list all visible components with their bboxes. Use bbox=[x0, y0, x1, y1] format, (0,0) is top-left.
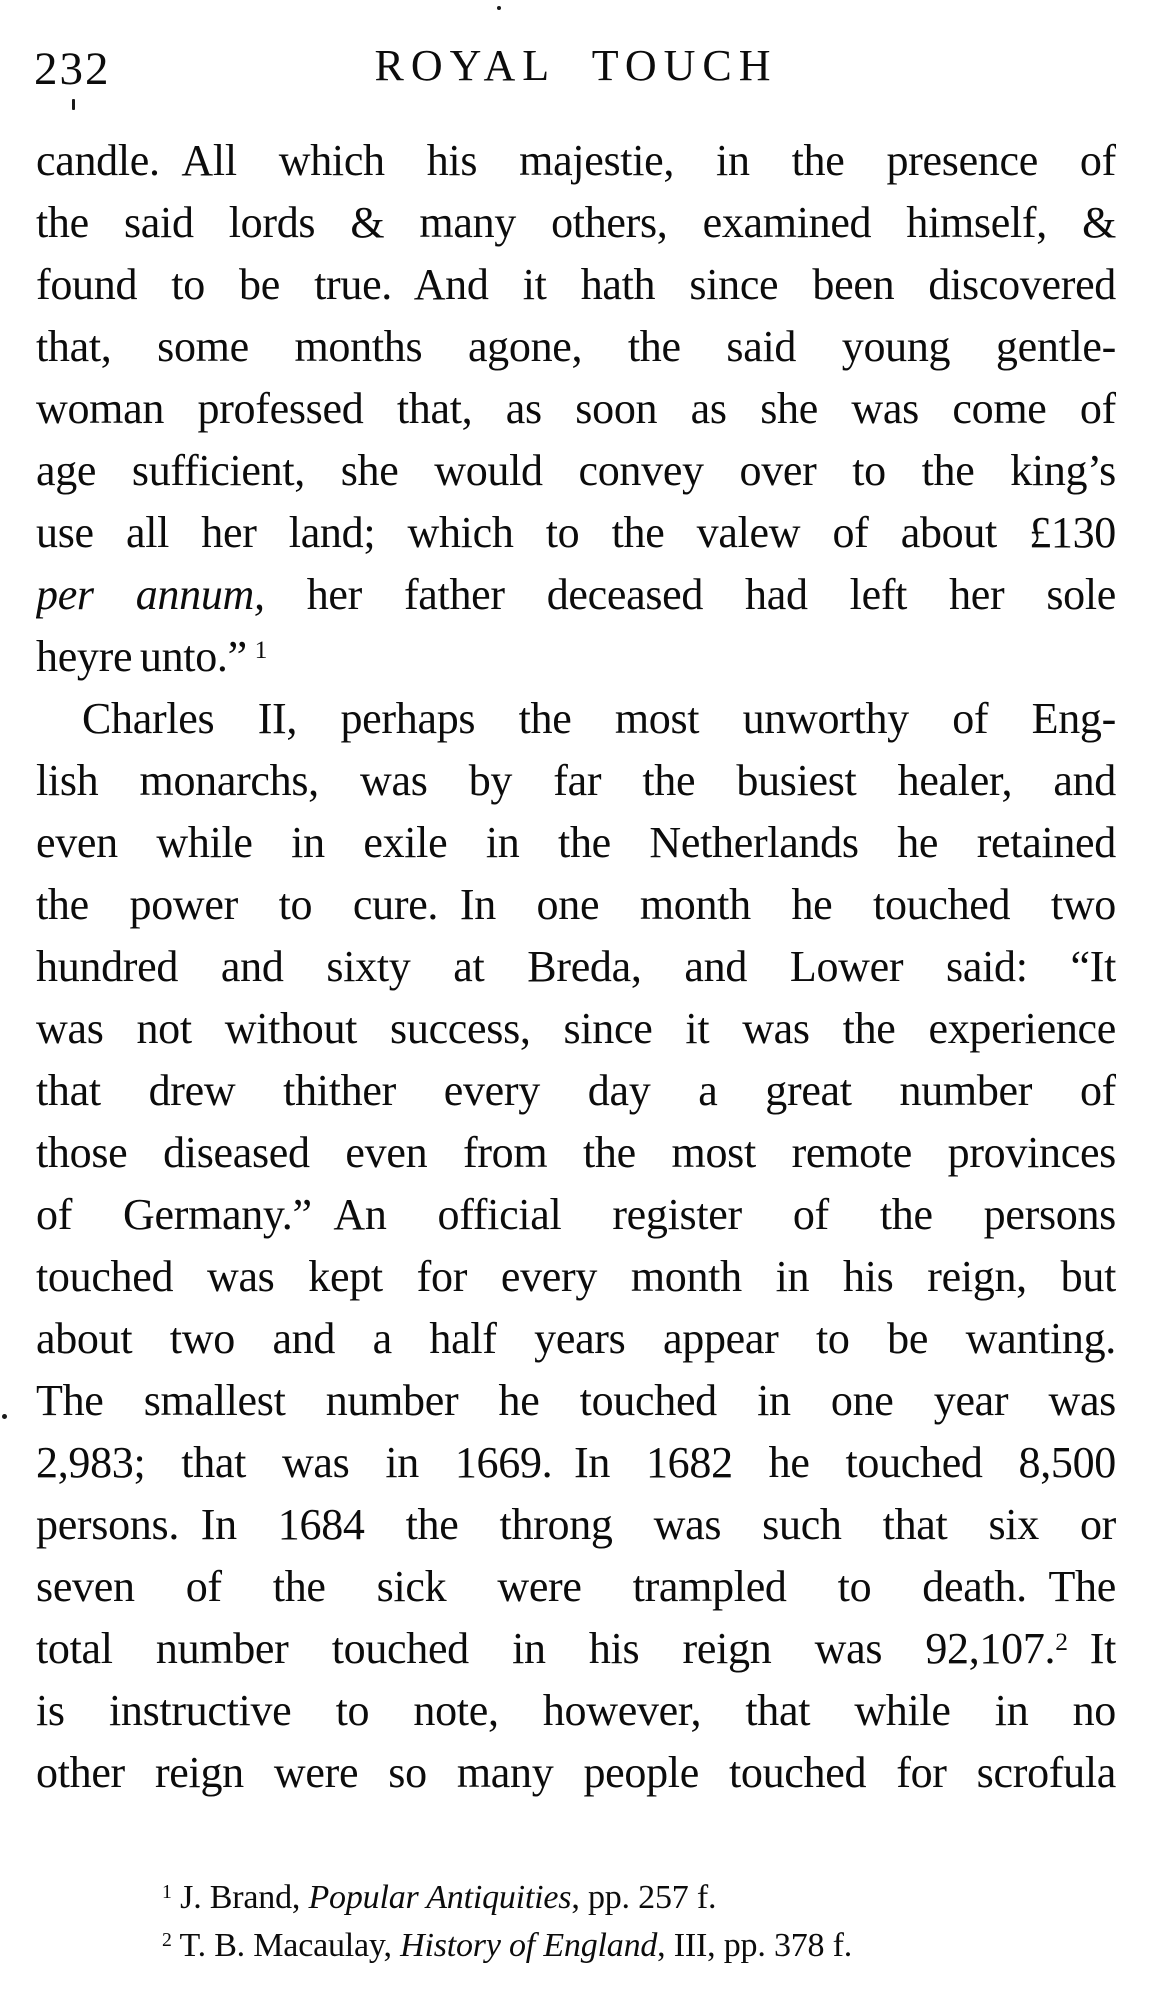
text-segment: persons. In 1684 the throng was such that six or bbox=[36, 1500, 1116, 1549]
text-segment: the said lords & many others, examined himself, & bbox=[36, 198, 1116, 247]
text-segment: , III, pp. 378 f. bbox=[657, 1927, 853, 1964]
text-line bbox=[36, 564, 1116, 626]
italic-text: Popular Antiquities bbox=[308, 1879, 572, 1916]
text-segment: was not without success, since it was the experience bbox=[36, 1004, 1116, 1053]
text-segment: that drew thither every day a great number of bbox=[36, 1066, 1116, 1115]
text-segment: The smallest number he touched in one year was bbox=[36, 1376, 1116, 1425]
text-segment: J. Brand, bbox=[171, 1879, 309, 1916]
text-line bbox=[36, 1370, 1116, 1432]
scan-speck bbox=[2, 1414, 7, 1419]
text-line bbox=[36, 688, 1116, 750]
text-line bbox=[36, 192, 1116, 254]
text-line bbox=[36, 1122, 1116, 1184]
text-line bbox=[36, 936, 1116, 998]
text-line bbox=[36, 1246, 1116, 1308]
text-line bbox=[36, 1184, 1116, 1246]
text-line bbox=[36, 1432, 1116, 1494]
text-line bbox=[162, 1924, 1062, 1972]
text-segment: heyre unto.” bbox=[36, 632, 255, 681]
text-segment: the power to cure. In one month he touched two bbox=[36, 880, 1116, 929]
text-segment: seven of the sick were trampled to death. The bbox=[36, 1562, 1116, 1611]
text-line bbox=[36, 1556, 1116, 1618]
footnotes bbox=[162, 1876, 1062, 1972]
text-line bbox=[36, 1060, 1116, 1122]
italic-text: per annum, bbox=[36, 570, 265, 619]
scan-speck bbox=[72, 99, 75, 110]
text-line bbox=[36, 1618, 1116, 1680]
text-line bbox=[36, 130, 1116, 192]
text-segment: age sufficient, she would convey over to the king’s bbox=[36, 446, 1116, 495]
running-title: ROYAL TOUCH bbox=[374, 41, 778, 90]
text-line bbox=[36, 1742, 1116, 1804]
text-line bbox=[36, 378, 1116, 440]
text-segment: woman professed that, as soon as she was come of bbox=[36, 384, 1116, 433]
text-segment: found to be true. And it hath since been discovered bbox=[36, 260, 1116, 309]
text-line bbox=[36, 874, 1116, 936]
text-segment: T. B. Macaulay, bbox=[171, 1927, 401, 1964]
footnote-marker: 1 bbox=[254, 635, 268, 665]
text-line bbox=[36, 812, 1116, 874]
text-segment: is instructive to note, however, that while in no bbox=[36, 1686, 1116, 1735]
footnote-marker: 2 bbox=[1055, 1627, 1069, 1657]
page-number: 232 bbox=[34, 43, 111, 95]
footnote-marker: 2 bbox=[162, 1929, 172, 1952]
text-segment: those diseased even from the most remote provinces bbox=[36, 1128, 1116, 1177]
text-segment: 2,983; that was in 1669. In 1682 he touched 8,500 bbox=[36, 1438, 1116, 1487]
text-line bbox=[36, 626, 1116, 688]
text-segment: her father deceased had left her sole bbox=[264, 570, 1116, 619]
text-line bbox=[36, 1680, 1116, 1742]
text-segment: touched was kept for every month in his reign, but bbox=[36, 1252, 1116, 1301]
text-segment: even while in exile in the Netherlands he retained bbox=[36, 818, 1116, 867]
body-text bbox=[36, 130, 1116, 1804]
text-segment: other reign were so many people touched for scrofula bbox=[36, 1748, 1116, 1797]
text-segment: that, some months agone, the said young gentle- bbox=[36, 322, 1116, 371]
text-line bbox=[162, 1876, 1062, 1924]
text-segment: lish monarchs, was by far the busiest healer, and bbox=[36, 756, 1116, 805]
footnote-marker: 1 bbox=[162, 1881, 172, 1904]
text-segment: of Germany.” An official register of the persons bbox=[36, 1190, 1116, 1239]
text-segment: It bbox=[1068, 1624, 1116, 1673]
text-segment: candle. All which his majestie, in the presence of bbox=[36, 136, 1116, 185]
text-segment: use all her land; which to the valew of about £130 bbox=[36, 508, 1116, 557]
italic-text: History of England bbox=[400, 1927, 658, 1964]
text-line bbox=[36, 998, 1116, 1060]
text-line bbox=[36, 502, 1116, 564]
text-segment: total number touched in his reign was 92,107. bbox=[36, 1624, 1056, 1673]
text-segment: Charles II, perhaps the most unworthy of Eng- bbox=[82, 694, 1116, 743]
text-line bbox=[36, 1494, 1116, 1556]
paragraph bbox=[36, 688, 1116, 1804]
text-line bbox=[36, 316, 1116, 378]
paragraph bbox=[36, 130, 1116, 688]
text-segment: , pp. 257 f. bbox=[571, 1879, 717, 1916]
text-segment: about two and a half years appear to be wanting. bbox=[36, 1314, 1116, 1363]
text-segment: hundred and sixty at Breda, and Lower said: “It bbox=[36, 942, 1116, 991]
page-header bbox=[0, 40, 1152, 96]
text-line bbox=[36, 440, 1116, 502]
scan-speck bbox=[497, 6, 501, 10]
text-line bbox=[36, 254, 1116, 316]
text-line bbox=[36, 1308, 1116, 1370]
text-line bbox=[36, 750, 1116, 812]
